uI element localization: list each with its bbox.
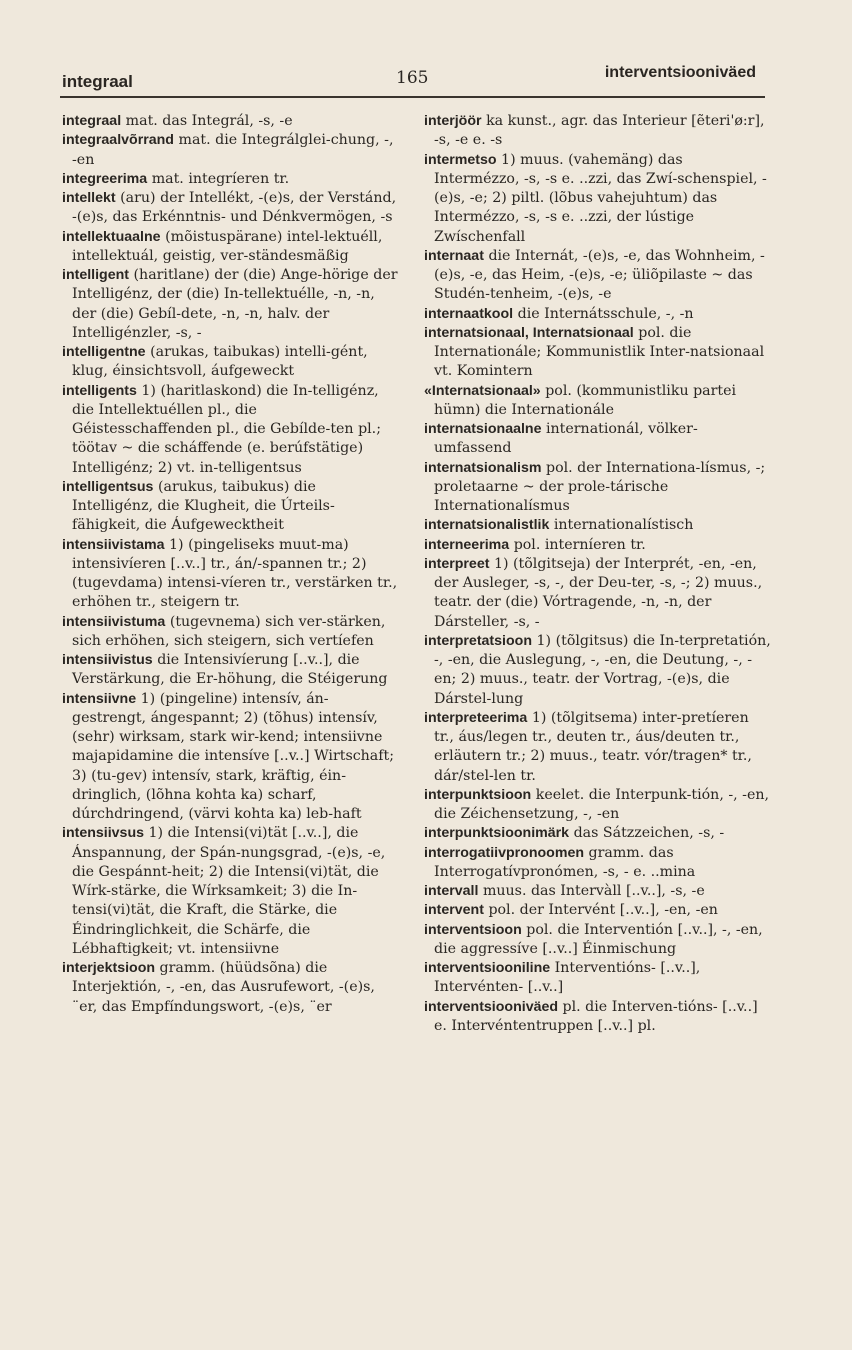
entry-headword: intensiivistuma bbox=[62, 613, 166, 630]
right-column bbox=[424, 112, 772, 1036]
dictionary-entry bbox=[424, 824, 772, 843]
entry-definition: 1) (tõlgitseja) der Interprét, -en, -en, der Ausleger, -s, -, der Deu-ter, -s, -; 2) muus., teatr. der (die) Vórtragende, -n, -n, der Dársteller, -s, - bbox=[434, 555, 763, 630]
dictionary-entry bbox=[424, 112, 772, 151]
entry-headword: internatsionalism bbox=[424, 459, 542, 476]
running-head-right: interventsiooniväed bbox=[604, 64, 756, 81]
entry-definition: mat. das Integrál, -s, -e bbox=[125, 113, 293, 129]
left-column bbox=[62, 112, 398, 1017]
entry-headword: interjöör bbox=[424, 113, 482, 129]
entry-definition: 1) (tõlgitsema) inter-pretíeren tr., áus/legen tr., deuten tr., áus/deuten tr., erläutern tr.; 2) muus., teatr. vór/tragen* tr., dár/stel-len tr. bbox=[434, 709, 752, 784]
entry-headword: intelligentne bbox=[62, 344, 146, 360]
dictionary-entry bbox=[424, 882, 772, 901]
entry-definition: (haritlane) der (die) Ange-hörige der Intelligénz, der (die) In-tellektuélle, -n, -n, der (die) Gebíl-dete, -n, -n, halv. der Intelligénzler, -s, - bbox=[72, 267, 398, 341]
entry-definition: (mõistuspärane) intel-lektuéll, intellektuál, geistig, ver-ständesmäßig bbox=[72, 228, 383, 264]
dictionary-entry bbox=[62, 613, 398, 652]
dictionary-entry bbox=[62, 266, 398, 343]
entry-headword: intensiivistama bbox=[62, 536, 165, 553]
entry-definition: die Intensivíerung [..v..], die Verstärkung, die Er-höhung, die Stéigerung bbox=[72, 652, 388, 688]
dictionary-entry bbox=[62, 382, 398, 478]
dictionary-entry bbox=[424, 959, 772, 998]
dictionary-entry bbox=[62, 478, 398, 536]
entry-definition: (tugevnema) sich ver-stärken, sich erhöhen, sich steigern, sich vertíefen bbox=[72, 613, 386, 649]
dictionary-entry bbox=[62, 651, 398, 690]
dictionary-entry bbox=[62, 112, 398, 131]
entry-headword: interpreteerima bbox=[424, 709, 528, 726]
entry-definition: 1) muus. (vahemäng) das Intermézzo, -s, -s e. ..zzi, das Zwí-schenspiel, -(e)s, -e; 2) piltl. (lõbus vahejuhtum) das Intermézzo, -s, -s e. ..zzi, der lústige Zwíschenfall bbox=[434, 151, 767, 245]
entry-definition: 1) (pingeliseks muut-ma) intensivíeren [..v..] tr., án/-spannen tr.; 2) (tugevdama) intensi-víeren tr., verstärken tr., erhöhen tr., steigern tr. bbox=[72, 536, 398, 611]
entry-headword: internatsionaalne bbox=[424, 421, 542, 437]
entry-definition: pol. die Interventión [..v..], -, -en, die aggressíve [..v..] Éinmischung bbox=[434, 921, 763, 957]
entry-definition: pol. der Internationa-lísmus, -; proletaarne ~ der prole-tárische Internationalísmus bbox=[434, 459, 766, 514]
entry-headword: interrogatiivpronoomen bbox=[424, 844, 585, 861]
entry-headword: integraal bbox=[62, 113, 122, 129]
entry-definition: 1) (haritlaskond) die In-telligénz, die Intellektuéllen pl., die Géistesschaffenden pl., die Gebílde-ten pl.; töötav ~ die scháffende (e. berúfstätige) Intelligénz; 2) vt. in-telligentsus bbox=[72, 382, 381, 476]
header-rule bbox=[60, 96, 765, 98]
entry-headword: integreerima bbox=[62, 170, 148, 187]
dictionary-entry bbox=[424, 420, 772, 459]
entry-headword: «Internatsionaal» bbox=[424, 382, 541, 399]
entry-definition: pol. interníeren tr. bbox=[513, 536, 646, 553]
dictionary-entry bbox=[424, 555, 772, 632]
entry-definition: gramm. (hüüdsõna) die Interjektión, -, -en, das Ausrufewort, -(e)s, ¨er, das Empfíndungswort, -(e)s, ¨er bbox=[72, 960, 375, 1015]
entry-headword: interpunktsioonimärk bbox=[424, 825, 570, 842]
entry-headword: interventsiooniline bbox=[424, 960, 551, 976]
entry-headword: intermetso bbox=[424, 151, 497, 168]
entry-headword: interpreet bbox=[424, 555, 490, 572]
dictionary-entry bbox=[424, 921, 772, 960]
dictionary-entry bbox=[62, 228, 398, 267]
entry-definition: pl. die Interven-tións- [..v..] e. Intervéntentruppen [..v..] pl. bbox=[434, 998, 758, 1034]
entry-definition: Interventións- [..v..], Intervénten- [..v..] bbox=[434, 960, 701, 996]
entry-definition: internationalístisch bbox=[553, 517, 694, 534]
entry-headword: intensiivne bbox=[62, 690, 137, 707]
dictionary-entry bbox=[62, 189, 398, 228]
entry-headword: interventsiooniväed bbox=[424, 998, 559, 1015]
dictionary-entry bbox=[62, 170, 398, 189]
dictionary-entry bbox=[424, 901, 772, 920]
entry-definition: mat. die Integrálglei-chung, -, -en bbox=[72, 132, 394, 168]
dictionary-entry bbox=[62, 536, 398, 613]
entry-headword: intervall bbox=[424, 883, 479, 899]
entry-definition: 1) die Intensi(vi)tät [..v..], die Ánspannung, der Spán-nungsgrad, -(e)s, -e, die Gespánnt-heit; 2) die Intensi(vi)tät, die Wírk-stärke, die Wírksamkeit; 3) die In-tensi(vi)tät, die Kraft, die Stärke, die Éindringlichkeit, die Schärfe, die Lébhaftigkeit; vt. intensiivne bbox=[72, 825, 386, 957]
dictionary-entry bbox=[424, 632, 772, 709]
entry-headword: intensiivsus bbox=[62, 825, 145, 842]
entry-headword: interneerima bbox=[424, 536, 510, 553]
entry-headword: internatsionalistlik bbox=[424, 517, 550, 534]
dictionary-entry bbox=[424, 998, 772, 1037]
entry-definition: pol. (kommunistliku partei hümn) die Internationále bbox=[434, 382, 737, 418]
entry-headword: internatsionaal, Internatsionaal bbox=[424, 324, 634, 341]
entry-definition: (aru) der Intellékt, -(e)s, der Verstánd, -(e)s, das Erkénntnis- und Dénkvermögen, -s bbox=[72, 190, 397, 226]
entry-definition: pol. die Internationále; Kommunistlik Inter-natsionaal vt. Komintern bbox=[434, 324, 765, 380]
dictionary-entry bbox=[424, 305, 772, 324]
dictionary-entry bbox=[424, 151, 772, 247]
page-number: 165 bbox=[396, 68, 429, 88]
entry-headword: interjektsioon bbox=[62, 960, 156, 976]
dictionary-entry bbox=[424, 459, 772, 517]
entry-definition: (arukas, taibukas) intelli-gént, klug, éinsichtsvoll, áufgeweckt bbox=[72, 344, 368, 380]
entry-definition: 1) (pingeline) intensív, án-gestrengt, ángespannt; 2) (tõhus) intensív, (sehr) wirksam, stark wir-kend; intensiivne majapidamine die intensíve [..v..] Wirtschaft; 3) (tu-gev) intensív, stark, kräftig, éin-dringlich, (lõhna kohta ka) scharf, dúrchdringend, (värvi kohta ka) leb-haft bbox=[72, 690, 394, 822]
entry-definition: (arukus, taibukus) die Intelligénz, die Klugheit, die Úrteils-fähigkeit, die Áufgewecktheit bbox=[72, 478, 335, 534]
dictionary-entry bbox=[62, 131, 398, 170]
dictionary-entry bbox=[424, 786, 772, 825]
entry-definition: gramm. das Interrogatívpronómen, -s, - e. ..mina bbox=[434, 844, 696, 880]
entry-definition: 1) (tõlgitsus) die In-terpretatión, -, -en, die Auslegung, -, -en, die Deutung, -, -en; 2) muus., teatr. der Vortrag, -(e)s, die Dárstel-lung bbox=[434, 632, 771, 707]
entry-definition: internationál, völker-umfassend bbox=[434, 421, 698, 457]
entry-definition: keelet. die Interpunk-tión, -, -en, die Zéichensetzung, -, -en bbox=[434, 786, 769, 822]
entry-headword: interventsioon bbox=[424, 921, 522, 938]
entry-headword: integraalvõrrand bbox=[62, 132, 174, 149]
entry-headword: intensiivistus bbox=[62, 652, 153, 668]
dictionary-entry bbox=[62, 690, 398, 825]
entry-headword: intellektuaalne bbox=[62, 228, 161, 245]
entry-definition: das Sátzzeichen, -s, - bbox=[573, 825, 725, 842]
dictionary-entry bbox=[424, 709, 772, 786]
entry-headword: intelligents bbox=[62, 382, 137, 399]
entry-headword: intelligentsus bbox=[62, 478, 154, 495]
entry-headword: internaatkool bbox=[424, 305, 514, 322]
entry-headword: internaat bbox=[424, 247, 484, 264]
dictionary-entry bbox=[424, 516, 772, 535]
dictionary-entry bbox=[62, 824, 398, 959]
entry-definition: muus. das Intervàll [..v..], -s, -e bbox=[482, 883, 705, 899]
dictionary-entry bbox=[424, 844, 772, 883]
entry-definition: ka kunst., agr. das Interieur [ẽteri'ø:r], -s, -e e. -s bbox=[434, 113, 765, 149]
entry-headword: intelligent bbox=[62, 267, 129, 283]
entry-headword: interpunktsioon bbox=[424, 786, 532, 803]
entry-definition: die Internát, -(e)s, -e, das Wohnheim, -(e)s, -e, das Heim, -(e)s, -e; üliõpilaste ~ das Studén-tenheim, -(e)s, -e bbox=[434, 247, 765, 303]
running-head-left: integraal bbox=[62, 72, 133, 91]
dictionary-entry bbox=[62, 959, 398, 1017]
entry-definition: mat. integríeren tr. bbox=[151, 170, 290, 187]
entry-headword: intervent bbox=[424, 902, 484, 919]
dictionary-entry bbox=[62, 343, 398, 382]
entry-definition: pol. der Intervént [..v..], -en, -en bbox=[488, 902, 718, 919]
entry-definition: die Internátsschule, -, -n bbox=[517, 305, 694, 322]
entry-headword: interpretatsioon bbox=[424, 632, 532, 649]
dictionary-entry bbox=[424, 247, 772, 305]
dictionary-entry bbox=[424, 382, 772, 421]
dictionary-entry bbox=[424, 324, 772, 382]
entry-headword: intellekt bbox=[62, 190, 116, 206]
dictionary-entry bbox=[424, 536, 772, 555]
